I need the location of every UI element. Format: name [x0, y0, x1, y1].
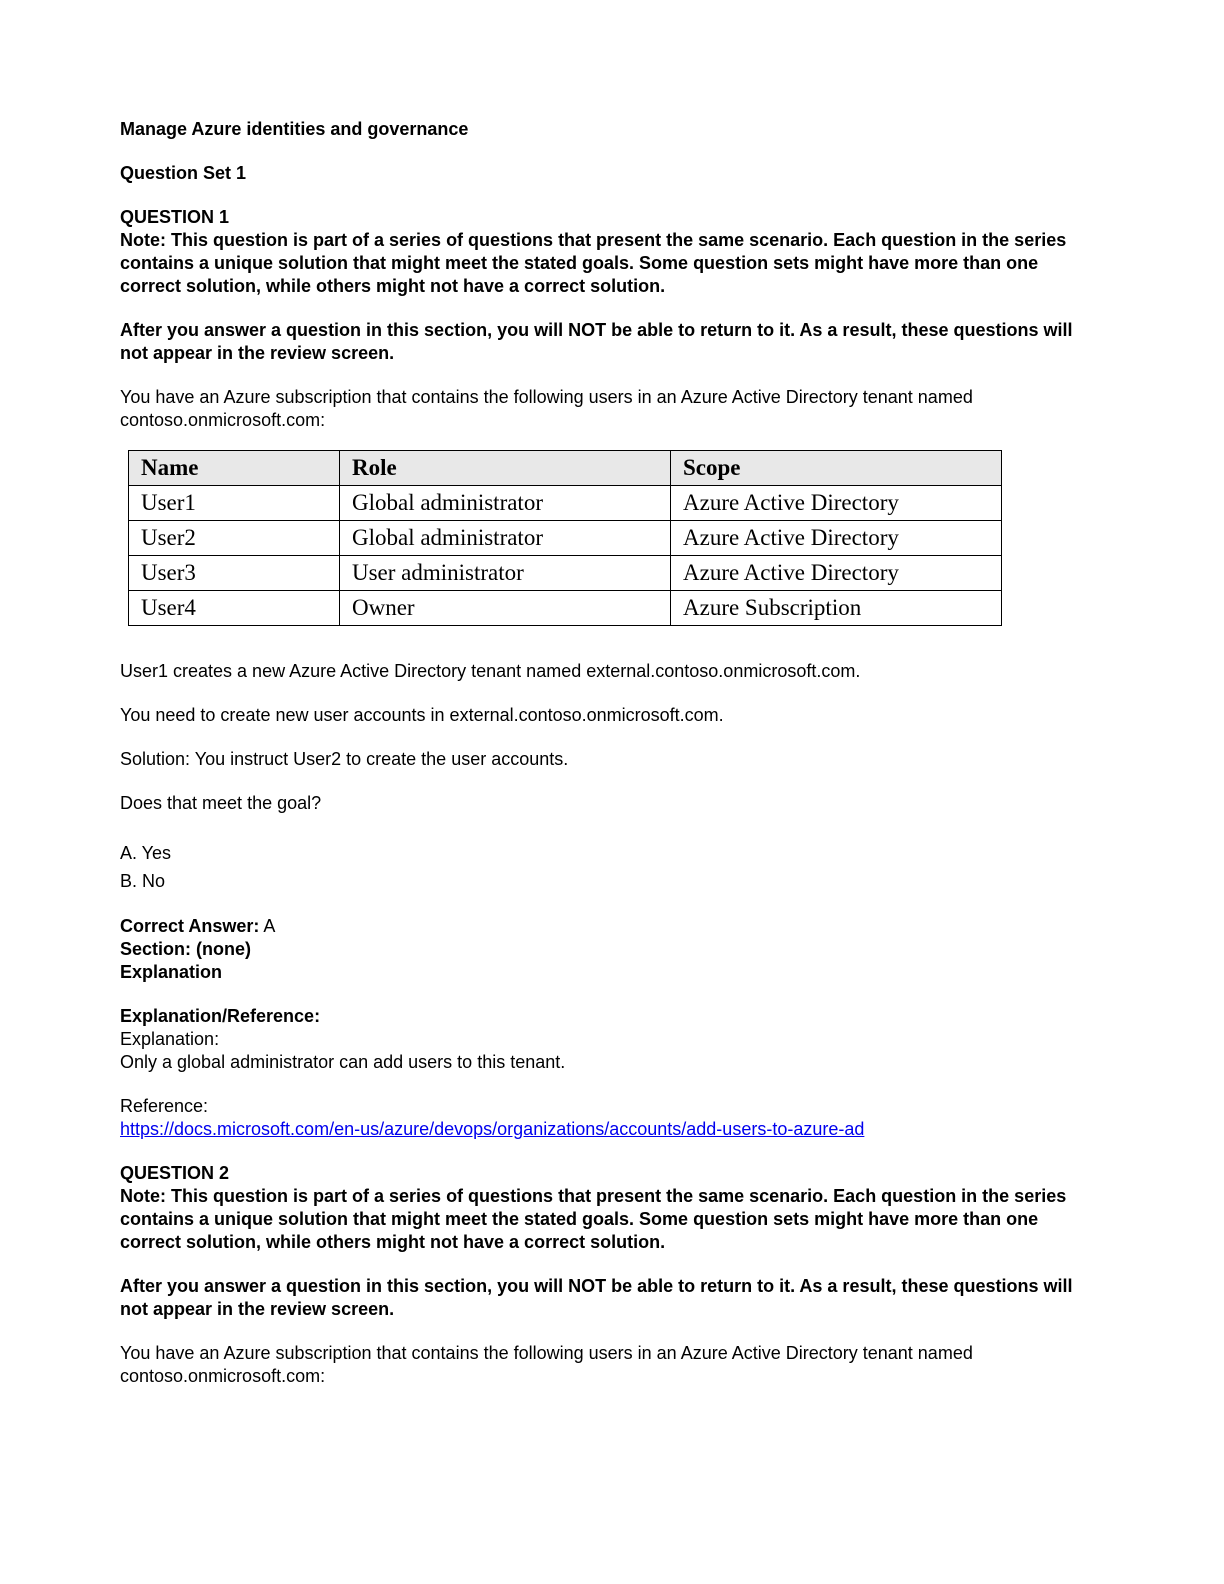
question-2-intro: You have an Azure subscription that contains the following users in an Azure Active Directory tenant named contoso.onmicrosoft.com: — [120, 1343, 973, 1386]
question-2-warning: After you answer a question in this section, you will NOT be able to return to it. As a result, these questions will not appear in the review screen. — [120, 1276, 1073, 1319]
cell-name: User1 — [129, 486, 340, 521]
cell-role: User administrator — [340, 556, 671, 591]
question-1-prompt: Does that meet the goal? — [120, 793, 322, 813]
cell-scope: Azure Active Directory — [671, 521, 1002, 556]
table-row — [129, 591, 1002, 626]
cell-name: User4 — [129, 591, 340, 626]
question-1-line-1: User1 creates a new Azure Active Directory tenant named external.contoso.onmicrosoft.com. — [120, 661, 861, 681]
option-b: B. No — [120, 871, 166, 891]
cell-scope: Azure Subscription — [671, 591, 1002, 626]
question-2-title: QUESTION 2 — [120, 1163, 230, 1183]
table-row — [129, 486, 1002, 521]
question-1-warning: After you answer a question in this section, you will NOT be able to return to it. As a result, these questions will not appear in the review screen. — [120, 320, 1073, 363]
question-set-title: Question Set 1 — [120, 163, 247, 183]
question-1-line-2: You need to create new user accounts in external.contoso.onmicrosoft.com. — [120, 705, 724, 725]
question-2-note: Note: This question is part of a series of questions that present the same scenario. Each question in the series contains a unique solution that might meet the stated goals. Some question sets might have more than one correct solution, while others might not have a correct solution. — [120, 1186, 1067, 1252]
document-page — [120, 118, 1100, 1388]
explanation-text: Only a global administrator can add users to this tenant. — [120, 1052, 566, 1072]
correct-answer — [120, 915, 1100, 938]
header-name: Name — [129, 451, 340, 486]
doc-heading: Manage Azure identities and governance — [120, 119, 469, 139]
users-table — [128, 450, 1002, 626]
explanation-label: Explanation: — [120, 1029, 220, 1049]
reference-link[interactable]: https://docs.microsoft.com/en-us/azure/devops/organizations/accounts/add-users-to-azure-ad — [120, 1119, 865, 1139]
header-scope: Scope — [671, 451, 1002, 486]
option-a: A. Yes — [120, 843, 172, 863]
cell-name: User3 — [129, 556, 340, 591]
explanation-reference-heading: Explanation/Reference: — [120, 1006, 321, 1026]
cell-scope: Azure Active Directory — [671, 486, 1002, 521]
header-role: Role — [340, 451, 671, 486]
table-header-row — [129, 451, 1002, 486]
correct-answer-value: A — [259, 916, 276, 936]
table-row — [129, 521, 1002, 556]
cell-scope: Azure Active Directory — [671, 556, 1002, 591]
correct-answer-label: Correct Answer: — [120, 916, 260, 936]
cell-name: User2 — [129, 521, 340, 556]
table-row — [129, 556, 1002, 591]
cell-role: Global administrator — [340, 521, 671, 556]
cell-role: Owner — [340, 591, 671, 626]
explanation-heading: Explanation — [120, 962, 223, 982]
question-1-note: Note: This question is part of a series of questions that present the same scenario. Each question in the series contains a unique solution that might meet the stated goals. Some question sets might have more than one correct solution, while others might not have a correct solution. — [120, 230, 1067, 296]
question-1-title: QUESTION 1 — [120, 207, 230, 227]
question-1-intro: You have an Azure subscription that contains the following users in an Azure Active Directory tenant named contoso.onmicrosoft.com: — [120, 387, 973, 430]
reference-label: Reference: — [120, 1096, 209, 1116]
cell-role: Global administrator — [340, 486, 671, 521]
section-label: Section: (none) — [120, 939, 251, 959]
question-1-solution: Solution: You instruct User2 to create the user accounts. — [120, 749, 569, 769]
